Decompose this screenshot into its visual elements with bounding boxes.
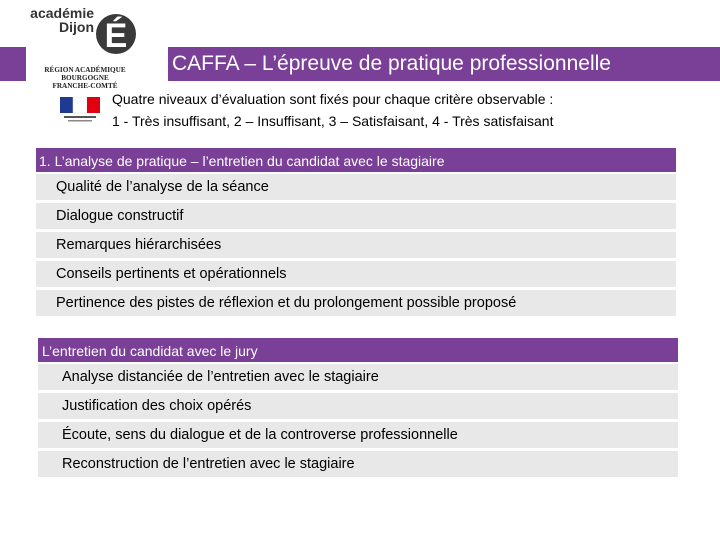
section-heading: 1. L’analyse de pratique – l’entretien du candidat avec le stagiaire (36, 148, 676, 174)
criterion-row: Écoute, sens du dialogue et de la controverse professionnelle (38, 422, 678, 451)
section-heading: L’entretien du candidat avec le jury (38, 338, 678, 364)
section-analyse-pratique (36, 148, 676, 319)
academie-logo-text (30, 6, 94, 34)
criterion-row: Conseils pertinents et opérationnels (36, 261, 676, 290)
criterion-row: Remarques hiérarchisées (36, 232, 676, 261)
section-entretien-jury (38, 338, 678, 480)
region-academique-label (38, 66, 132, 90)
criterion-row: Qualité de l’analyse de la séance (36, 174, 676, 203)
criterion-row: Reconstruction de l’entretien avec le stagiaire (38, 451, 678, 480)
svg-text:É: É (104, 17, 128, 55)
marianne-republique-logo-icon (60, 97, 100, 125)
criterion-row: Analyse distanciée de l’entretien avec le stagiaire (38, 364, 678, 393)
header-left-bar (0, 47, 26, 81)
region-line-3: FRANCHE-COMTÉ (52, 82, 118, 90)
logo-line-dijon: Dijon (59, 19, 94, 35)
academie-e-logo-icon (95, 4, 137, 58)
region-line-2: BOURGOGNE (61, 74, 109, 82)
intro-line-1: Quatre niveaux d’évaluation sont fixés pour chaque critère observable : (112, 91, 554, 107)
intro-line-2: 1 - Très insuffisant, 2 – Insuffisant, 3 – Satisfaisant, 4 - Très satisfaisant (112, 113, 554, 129)
region-line-1: RÉGION ACADÉMIQUE (44, 66, 126, 74)
logo-line-academie: académie (30, 5, 94, 21)
evaluation-levels-intro (112, 88, 712, 132)
criterion-row: Dialogue constructif (36, 203, 676, 232)
criterion-row: Justification des choix opérés (38, 393, 678, 422)
criterion-row: Pertinence des pistes de réflexion et du prolongement possible proposé (36, 290, 676, 319)
page-title: CAFFA – L’épreuve de pratique professionnelle (168, 47, 720, 81)
